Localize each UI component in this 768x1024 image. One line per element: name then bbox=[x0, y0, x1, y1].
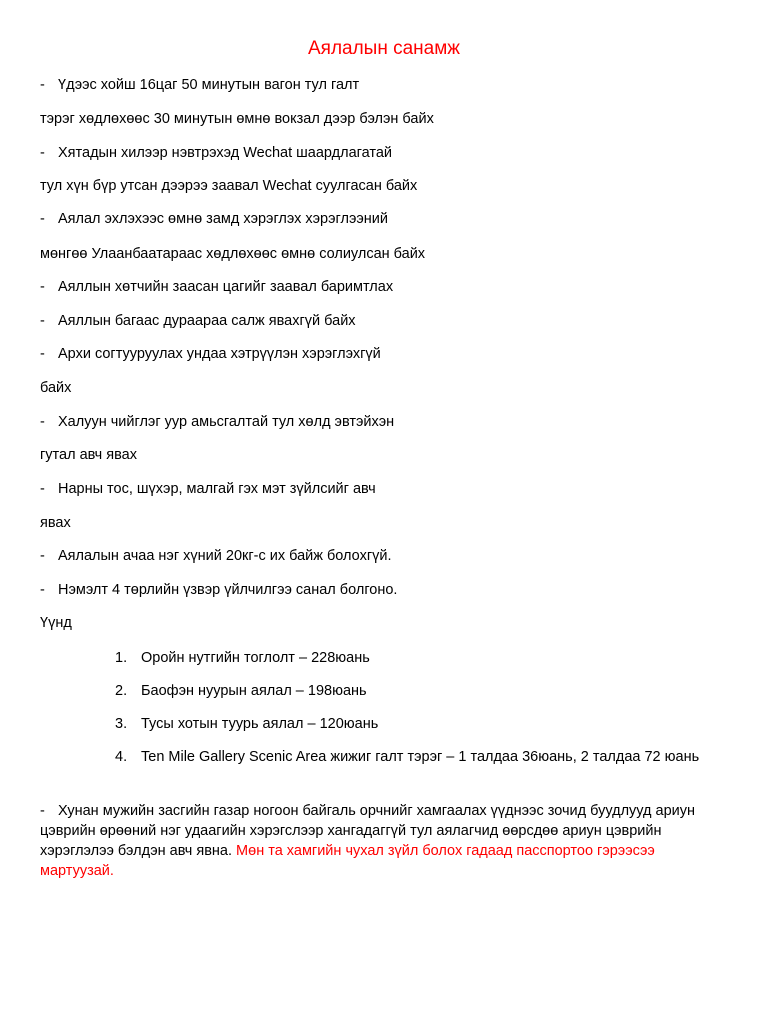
option-number: 2. bbox=[115, 683, 128, 699]
line-2: тэрэг хөдлөхөөс 30 минутын өмнө вокзал дээр бэлэн байх bbox=[40, 111, 434, 127]
option-number: 3. bbox=[115, 716, 128, 732]
option-number: 4. bbox=[115, 749, 128, 765]
line-7: - Аяллын хөтчийн заасан цагийг заавал баримтлах bbox=[40, 279, 394, 295]
bullet-dash: - bbox=[40, 582, 45, 598]
line-16: - Нэмэлт 4 төрлийн үзвэр үйлчилгээ санал болгоно. bbox=[40, 582, 398, 598]
bullet-dash: - bbox=[40, 211, 45, 227]
bullet-dash: - bbox=[40, 346, 45, 362]
line-14: явах bbox=[40, 515, 71, 531]
option-text: Баофэн нуурын аялал – 198юань bbox=[141, 683, 367, 699]
option-item-2 bbox=[115, 681, 705, 701]
option-item-3 bbox=[115, 714, 705, 734]
line-1: - Үдээс хойш 16цаг 50 минутын вагон тул галт bbox=[40, 77, 360, 93]
line-13: - Нарны тос, шүхэр, малгай гэх мэт зүйлсийг авч bbox=[40, 481, 376, 497]
line-12: гутал авч явах bbox=[40, 447, 137, 463]
final-note-text: Хунан мужийн засгийн газар ногоон байгаль орчнийг хамгаалах үүднээс зочид буудлууд ариун цэврийн өрөөний нэг удаагийн хэрэгслээр хангадаггүй тул аялагчид өөрсдөө ариун цэврийн хэрэглэлээ бэлдэн авч явна. bbox=[40, 803, 696, 859]
line-8: - Аяллын багаас дураараа салж явахгүй байх bbox=[40, 313, 356, 329]
line-9: - Архи согтууруулах ундаа хэтрүүлэн хэрэглэхгүй bbox=[40, 346, 381, 362]
line-6: мөнгөө Улаанбаатараас хөдлөхөөс өмнө солиулсан байх bbox=[40, 246, 426, 262]
line-5: - Аялал эхлэхээс өмнө замд хэрэглэх хэрэглээний bbox=[40, 211, 388, 227]
option-item-1 bbox=[115, 648, 705, 668]
bullet-dash: - bbox=[40, 279, 45, 295]
final-note-highlight: Мөн та хамгийн чухал зүйл болох гадаад пасспортоо гэрээсээ мартуузай. bbox=[40, 843, 655, 879]
bullet-dash: - bbox=[40, 313, 45, 329]
bullet-dash: - bbox=[40, 803, 45, 819]
option-text: Ten Mile Gallery Scenic Area жижиг галт тэрэг – 1 талдаа 36юань, 2 талдаа 72 юань bbox=[141, 749, 700, 765]
final-note bbox=[40, 801, 730, 881]
bullet-dash: - bbox=[40, 145, 45, 161]
document-title: Аялалын санамж bbox=[307, 38, 461, 59]
bullet-dash: - bbox=[40, 414, 45, 430]
option-item-4 bbox=[115, 747, 705, 767]
line-3: - Хятадын хилээр нэвтрэхэд Wechat шаардлагатай bbox=[40, 145, 392, 161]
bullet-dash: - bbox=[40, 77, 45, 93]
bullet-dash: - bbox=[40, 548, 45, 564]
line-17: Үүнд bbox=[40, 615, 72, 631]
line-11: - Халуун чийглэг уур амьсгалтай тул хөлд эвтэйхэн bbox=[40, 414, 395, 430]
line-15: - Аялалын ачаа нэг хүний 20кг-с их байж болохгүй. bbox=[40, 548, 392, 564]
option-number: 1. bbox=[115, 650, 128, 666]
line-10: байх bbox=[40, 380, 72, 396]
option-text: Оройн нутгийн тоглолт – 228юань bbox=[141, 650, 370, 666]
option-text: Тусы хотын туурь аялал – 120юань bbox=[141, 716, 379, 732]
bullet-dash: - bbox=[40, 481, 45, 497]
line-4: тул хүн бүр утсан дээрээ заавал Wechat суулгасан байх bbox=[40, 178, 418, 194]
